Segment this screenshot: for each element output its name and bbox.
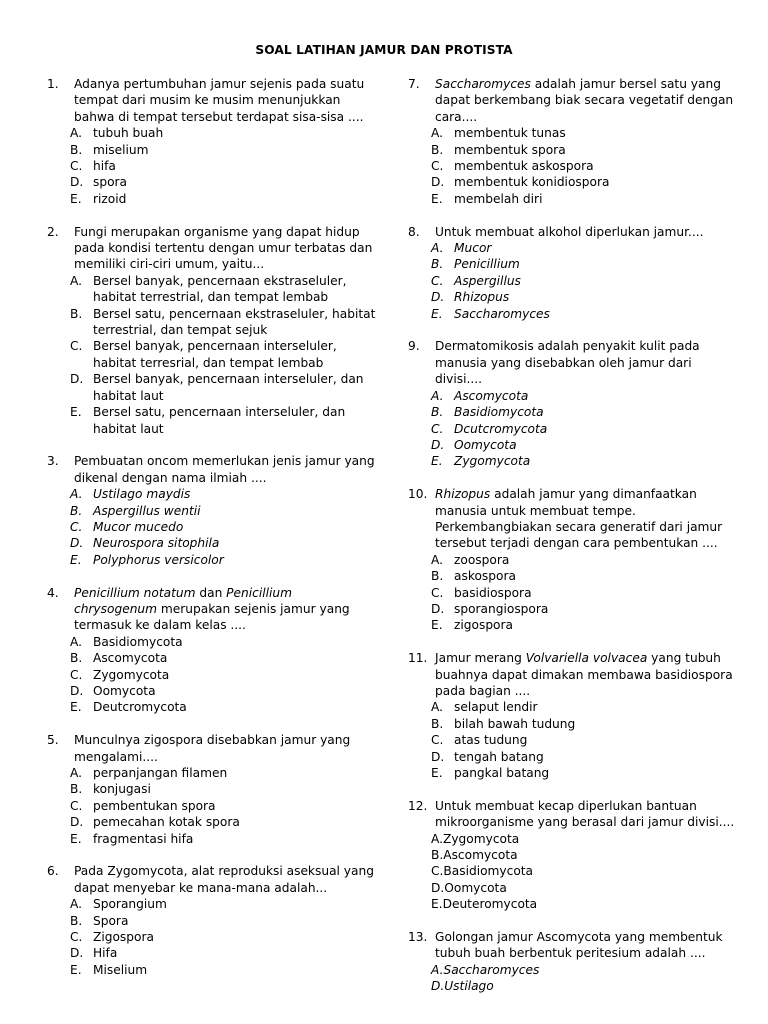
answer-option bbox=[431, 256, 738, 272]
answer-option bbox=[70, 404, 377, 437]
answer-option bbox=[70, 174, 377, 190]
option-text: basidiospora bbox=[454, 585, 532, 600]
answer-option bbox=[431, 749, 738, 765]
option-letter: A. bbox=[431, 388, 444, 403]
question bbox=[47, 76, 377, 207]
option-text: pembentukan spora bbox=[93, 798, 216, 813]
option-letter: A. bbox=[70, 766, 82, 780]
option-letter: C. bbox=[70, 798, 83, 813]
option-letter: B. bbox=[70, 913, 83, 928]
option-letter: D. bbox=[431, 601, 445, 616]
answer-option bbox=[431, 273, 738, 289]
answer-option bbox=[70, 191, 377, 207]
option-letter: A. bbox=[70, 273, 82, 288]
scientific-name: Saccharomyces bbox=[435, 77, 531, 91]
question-number: 6. bbox=[47, 864, 59, 879]
option-text: sporangiospora bbox=[454, 601, 549, 616]
question bbox=[408, 650, 738, 781]
question-text bbox=[74, 224, 377, 273]
option-letter: E. bbox=[431, 306, 443, 321]
answer-option bbox=[70, 273, 377, 306]
question bbox=[47, 453, 377, 568]
option-letter: B. bbox=[431, 569, 444, 584]
question-text bbox=[74, 585, 377, 634]
question-text-segment: Pembuatan oncom memerlukan jenis jamur yang dikenal dengan nama ilmiah .... bbox=[74, 454, 375, 485]
question-text-segment: Pada Zygomycota, alat reproduksi aseksual yang dapat menyebar ke mana-mana adalah... bbox=[74, 864, 374, 895]
option-text: Zygomycota bbox=[443, 831, 520, 846]
option-text: Zygomycota bbox=[93, 667, 170, 682]
answer-options bbox=[70, 125, 377, 207]
answer-option bbox=[70, 781, 377, 797]
question-text bbox=[74, 863, 377, 896]
answer-option bbox=[70, 913, 377, 929]
option-text: Ustilago maydis bbox=[93, 487, 191, 502]
option-letter: C. bbox=[70, 159, 83, 174]
option-text: Saccharomyces bbox=[454, 306, 550, 321]
answer-option bbox=[70, 650, 377, 666]
option-text: Hifa bbox=[93, 946, 118, 961]
answer-options bbox=[70, 486, 377, 568]
option-text: Basidiomycota bbox=[454, 405, 544, 420]
option-letter: C. bbox=[431, 585, 444, 600]
answer-option bbox=[70, 683, 377, 699]
answer-options bbox=[70, 273, 377, 437]
option-letter: C. bbox=[70, 930, 83, 945]
answer-options bbox=[431, 552, 738, 634]
answer-option bbox=[431, 240, 738, 256]
question-text bbox=[435, 224, 738, 240]
question-stem bbox=[408, 338, 738, 387]
option-letter: E. bbox=[70, 700, 82, 715]
option-text: Oomycota bbox=[93, 683, 156, 698]
question-stem bbox=[47, 453, 377, 486]
option-text: Bersel banyak, pencernaan interseluler, habitat terresrial, dan tempat lembab bbox=[93, 339, 337, 370]
scientific-name: Penicillium notatum bbox=[74, 585, 196, 600]
question bbox=[408, 486, 738, 634]
option-letter: D. bbox=[70, 815, 84, 830]
question bbox=[47, 585, 377, 716]
answer-option bbox=[431, 388, 738, 404]
answer-option bbox=[431, 306, 738, 322]
option-letter: A. bbox=[70, 634, 82, 649]
answer-options bbox=[70, 634, 377, 716]
answer-option bbox=[70, 503, 377, 519]
option-text: Miselium bbox=[93, 962, 148, 977]
answer-option bbox=[431, 158, 738, 174]
answer-option bbox=[431, 732, 738, 748]
option-letter: C. bbox=[431, 421, 444, 436]
option-letter: D. bbox=[431, 437, 445, 452]
answer-option bbox=[431, 191, 738, 207]
answer-option bbox=[431, 568, 738, 584]
right-column bbox=[408, 76, 738, 1011]
answer-option bbox=[431, 831, 738, 847]
option-letter: D. bbox=[70, 372, 84, 387]
option-letter: E. bbox=[431, 454, 443, 469]
question bbox=[408, 929, 738, 995]
answer-options bbox=[431, 388, 738, 470]
option-letter: A. bbox=[70, 897, 82, 912]
answer-option bbox=[70, 814, 377, 830]
option-text: hifa bbox=[93, 159, 116, 174]
question-text-segment: yang tubuh buahnya dapat dimakan membawa basidiospora pada bagian .... bbox=[435, 651, 733, 698]
question-text bbox=[435, 76, 738, 125]
option-text: Penicillium bbox=[454, 257, 520, 272]
question-stem bbox=[408, 486, 738, 552]
option-text: membentuk askospora bbox=[454, 159, 594, 174]
question-text bbox=[435, 338, 738, 387]
option-text: Sporangium bbox=[93, 897, 167, 912]
answer-option bbox=[431, 765, 738, 781]
question-number: 12. bbox=[408, 798, 428, 813]
question-text-segment: Untuk membuat kecap diperlukan bantuan mikroorganisme yang berasal dari jamur divisi.... bbox=[435, 798, 735, 830]
option-text: konjugasi bbox=[93, 782, 151, 797]
question bbox=[408, 224, 738, 322]
option-text: Zigospora bbox=[93, 930, 154, 945]
question-text bbox=[435, 929, 738, 962]
question-number: 11. bbox=[408, 651, 428, 666]
answer-option bbox=[70, 798, 377, 814]
option-text: tengah batang bbox=[454, 749, 544, 764]
answer-option bbox=[431, 617, 738, 633]
answer-option bbox=[431, 699, 738, 715]
answer-option bbox=[431, 880, 738, 896]
option-letter: A. bbox=[431, 831, 443, 846]
option-text: Mucor mucedo bbox=[93, 519, 184, 534]
option-text: fragmentasi hifa bbox=[93, 831, 194, 846]
answer-option bbox=[70, 699, 377, 715]
answer-option bbox=[70, 486, 377, 502]
option-letter: D. bbox=[431, 880, 445, 895]
question-number: 13. bbox=[408, 930, 428, 945]
question-text-segment: Fungi merupakan organisme yang dapat hidup pada kondisi tertentu dengan umur terbatas dan memiliki ciri-ciri umum, yaitu... bbox=[74, 224, 373, 272]
question-text-segment: merupakan sejenis jamur yang termasuk ke dalam kelas .... bbox=[74, 601, 350, 633]
option-letter: D. bbox=[70, 683, 84, 698]
option-letter: D. bbox=[431, 290, 445, 305]
option-letter: C. bbox=[431, 159, 444, 174]
question-stem bbox=[408, 224, 738, 240]
option-letter: B. bbox=[70, 503, 83, 518]
option-text: bilah bawah tudung bbox=[454, 716, 576, 731]
answer-option bbox=[70, 667, 377, 683]
option-text: membentuk tunas bbox=[454, 126, 566, 141]
option-text: Aspergillus wentii bbox=[93, 503, 201, 518]
answer-option bbox=[70, 306, 377, 339]
option-letter: D. bbox=[431, 175, 445, 190]
answer-option bbox=[70, 158, 377, 174]
option-letter: E. bbox=[431, 766, 443, 780]
answer-option bbox=[431, 421, 738, 437]
option-text: askospora bbox=[454, 569, 516, 584]
option-text: Deuteromycota bbox=[442, 897, 538, 912]
answer-option bbox=[70, 371, 377, 404]
answer-option bbox=[70, 125, 377, 141]
scientific-name: Rhizopus bbox=[435, 487, 491, 502]
answer-option bbox=[431, 962, 738, 978]
option-text: Bersel satu, pencernaan ekstraseluler, habitat terrestrial, dan tempat sejuk bbox=[93, 306, 376, 338]
answer-option bbox=[431, 716, 738, 732]
option-text: Ascomycota bbox=[93, 651, 168, 666]
option-text: Spora bbox=[93, 913, 129, 928]
question bbox=[47, 863, 377, 978]
question-text-segment: adalah jamur bersel satu yang dapat berkembang biak secara vegetatif dengan cara.... bbox=[435, 77, 734, 124]
option-letter: E. bbox=[70, 405, 82, 420]
option-letter: E. bbox=[431, 618, 443, 633]
option-letter: B. bbox=[431, 848, 444, 863]
question-stem bbox=[408, 76, 738, 125]
question-text-segment: Golongan jamur Ascomycota yang membentuk tubuh buah berbentuk peritesium adalah .... bbox=[435, 930, 723, 961]
option-text: atas tudung bbox=[454, 733, 528, 748]
question bbox=[408, 76, 738, 207]
answer-options bbox=[431, 699, 738, 781]
question-number: 9. bbox=[408, 339, 420, 354]
answer-option bbox=[70, 831, 377, 847]
option-text: pemecahan kotak spora bbox=[93, 815, 240, 830]
option-text: Aspergillus bbox=[454, 273, 521, 288]
option-letter: C. bbox=[70, 339, 83, 354]
option-letter: C. bbox=[70, 667, 83, 682]
option-text: spora bbox=[93, 175, 128, 190]
question-number: 3. bbox=[47, 454, 59, 469]
question-stem bbox=[408, 650, 738, 699]
question bbox=[47, 224, 377, 437]
option-text: Bersel banyak, pencernaan interseluler, dan habitat laut bbox=[93, 372, 364, 403]
question-text bbox=[435, 486, 738, 552]
question bbox=[408, 338, 738, 469]
option-text: tubuh buah bbox=[93, 126, 164, 141]
question-text bbox=[435, 650, 738, 699]
question-text bbox=[74, 732, 377, 765]
question-text-segment: Adanya pertumbuhan jamur sejenis pada suatu tempat dari musim ke musim menunjukkan bahwa di tempat tersebut terdapat sisa-sisa .... bbox=[74, 77, 365, 124]
option-letter: A. bbox=[70, 487, 83, 502]
answer-options bbox=[431, 125, 738, 207]
option-text: Dcutcromycota bbox=[454, 421, 548, 436]
question-text bbox=[74, 453, 377, 486]
option-text: Saccharomyces bbox=[443, 962, 540, 977]
answer-option bbox=[70, 634, 377, 650]
option-letter: C. bbox=[431, 864, 444, 879]
option-text: pangkal batang bbox=[454, 766, 550, 780]
question-stem bbox=[47, 732, 377, 765]
option-text: Basidiomycota bbox=[93, 634, 183, 649]
option-text: Mucor bbox=[454, 241, 492, 256]
option-letter: B. bbox=[70, 306, 83, 321]
answer-option bbox=[431, 289, 738, 305]
option-letter: A. bbox=[431, 241, 444, 256]
option-text: Ascomycota bbox=[454, 388, 529, 403]
answer-option bbox=[70, 962, 377, 978]
answer-option bbox=[431, 404, 738, 420]
option-text: zoospora bbox=[454, 552, 510, 567]
question-number: 8. bbox=[408, 224, 420, 239]
option-text: Oomycota bbox=[444, 880, 507, 895]
answer-option bbox=[431, 585, 738, 601]
option-letter: B. bbox=[431, 716, 444, 731]
scientific-name: Penicillium chrysogenum bbox=[74, 585, 292, 616]
answer-option bbox=[70, 535, 377, 551]
question-text bbox=[74, 76, 377, 125]
answer-option bbox=[431, 863, 738, 879]
answer-option bbox=[431, 125, 738, 141]
option-letter: C. bbox=[431, 733, 444, 748]
option-text: Zygomycota bbox=[454, 454, 531, 469]
option-text: Ascomycota bbox=[443, 848, 518, 863]
question-stem bbox=[47, 224, 377, 273]
answer-option bbox=[431, 847, 738, 863]
option-letter: E. bbox=[70, 831, 82, 846]
answer-options bbox=[70, 765, 377, 847]
question-stem bbox=[408, 929, 738, 962]
option-text: Polyphorus versicolor bbox=[93, 552, 224, 567]
option-text: perpanjangan filamen bbox=[93, 766, 228, 780]
answer-option bbox=[70, 896, 377, 912]
answer-option bbox=[70, 765, 377, 781]
option-text: rizoid bbox=[93, 191, 127, 206]
page-title: SOAL LATIHAN JAMUR DAN PROTISTA bbox=[255, 43, 513, 57]
option-text: selaput lendir bbox=[454, 700, 538, 715]
answer-option bbox=[70, 552, 377, 568]
question-stem bbox=[47, 585, 377, 634]
option-letter: D. bbox=[70, 536, 84, 551]
answer-option bbox=[70, 142, 377, 158]
option-letter: A. bbox=[70, 126, 82, 141]
question-number: 5. bbox=[47, 733, 59, 748]
option-letter: D. bbox=[431, 749, 445, 764]
option-letter: C. bbox=[70, 519, 83, 534]
question-text-segment: Dermatomikosis adalah penyakit kulit pada manusia yang disebabkan oleh jamur dari divisi.... bbox=[435, 339, 700, 387]
question-number: 4. bbox=[47, 585, 59, 600]
answer-option bbox=[431, 142, 738, 158]
option-text: Oomycota bbox=[454, 437, 517, 452]
question bbox=[408, 798, 738, 913]
question-text bbox=[435, 798, 738, 831]
option-letter: B. bbox=[70, 651, 83, 666]
answer-option bbox=[431, 896, 738, 912]
option-letter: B. bbox=[431, 405, 444, 420]
answer-option bbox=[70, 338, 377, 371]
answer-option bbox=[431, 453, 738, 469]
question-text-segment: Munculnya zigospora disebabkan jamur yang mengalami.... bbox=[74, 733, 351, 764]
scientific-name: Volvariella volvacea bbox=[525, 651, 648, 666]
question-stem bbox=[47, 76, 377, 125]
option-letter: B. bbox=[70, 782, 83, 797]
option-letter: A. bbox=[431, 962, 444, 977]
option-text: Neurospora sitophila bbox=[93, 536, 220, 551]
option-text: membentuk spora bbox=[454, 142, 566, 157]
answer-options bbox=[431, 962, 738, 995]
answer-option bbox=[431, 978, 738, 994]
option-letter: B. bbox=[431, 257, 444, 272]
answer-options bbox=[70, 896, 377, 978]
option-letter: A. bbox=[431, 126, 443, 141]
option-text: Rhizopus bbox=[454, 290, 510, 305]
option-letter: E. bbox=[431, 191, 443, 206]
answer-option bbox=[70, 929, 377, 945]
option-letter: B. bbox=[70, 142, 83, 157]
option-letter: A. bbox=[431, 700, 443, 715]
answer-option bbox=[431, 601, 738, 617]
question-number: 7. bbox=[408, 77, 420, 91]
option-letter: E. bbox=[431, 897, 443, 912]
option-letter: B. bbox=[431, 142, 444, 157]
question bbox=[47, 732, 377, 847]
question-number: 10. bbox=[408, 487, 428, 502]
option-letter: C. bbox=[431, 273, 444, 288]
answer-option bbox=[70, 519, 377, 535]
question-number: 1. bbox=[47, 77, 59, 91]
question-stem bbox=[408, 798, 738, 831]
option-text: miselium bbox=[93, 142, 149, 157]
answer-option bbox=[431, 437, 738, 453]
answer-options bbox=[431, 240, 738, 322]
option-text: Basidiomycota bbox=[443, 864, 534, 879]
question-text-segment: Untuk membuat alkohol diperlukan jamur.... bbox=[435, 224, 704, 239]
option-text: Bersel banyak, pencernaan ekstraseluler, habitat terrestrial, dan tempat lembab bbox=[93, 273, 347, 305]
answer-option bbox=[431, 174, 738, 190]
question-number: 2. bbox=[47, 224, 59, 239]
option-letter: E. bbox=[70, 191, 82, 206]
option-text: Deutcromycota bbox=[93, 700, 187, 715]
answer-options bbox=[431, 831, 738, 913]
question-stem bbox=[47, 863, 377, 896]
question-text-segment: dan bbox=[195, 585, 227, 600]
option-text: membelah diri bbox=[454, 191, 543, 206]
option-letter: D. bbox=[70, 175, 84, 190]
option-text: membentuk konidiospora bbox=[454, 175, 610, 190]
option-letter: E. bbox=[70, 552, 82, 567]
option-letter: D. bbox=[431, 979, 445, 994]
question-text-segment: Jamur merang bbox=[435, 651, 526, 666]
option-letter: E. bbox=[70, 962, 82, 977]
question-text-segment: adalah jamur yang dimanfaatkan manusia untuk membuat tempe. Perkembangbiakan secara generatif dari jamur tersebut terjadi dengan cara pembentukan .... bbox=[435, 487, 723, 551]
option-text: zigospora bbox=[454, 618, 513, 633]
answer-option bbox=[431, 552, 738, 568]
answer-option bbox=[70, 945, 377, 961]
option-letter: A. bbox=[431, 552, 443, 567]
option-letter: D. bbox=[70, 946, 84, 961]
option-text: Ustilago bbox=[444, 979, 494, 994]
left-column bbox=[47, 76, 377, 995]
option-text: Bersel satu, pencernaan interseluler, dan habitat laut bbox=[93, 405, 346, 436]
